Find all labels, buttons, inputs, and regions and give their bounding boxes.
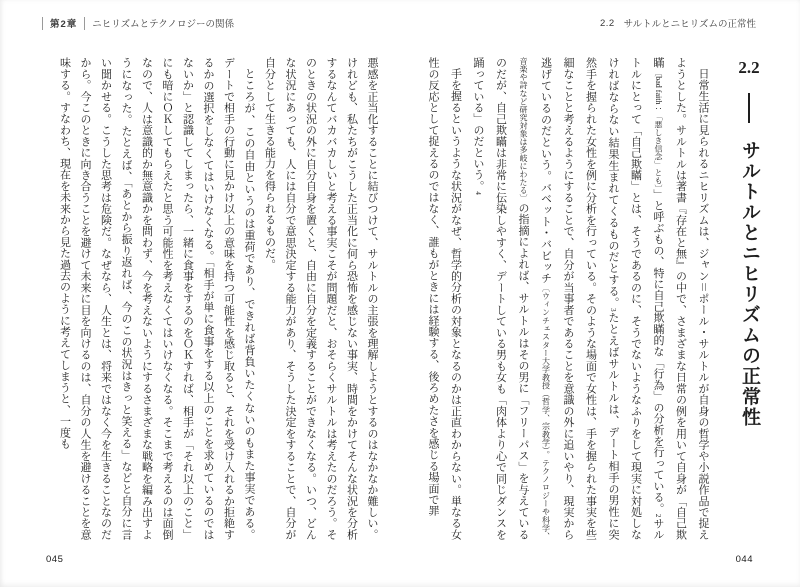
running-head-right bbox=[600, 16, 756, 30]
section-number: 2.2 bbox=[599, 17, 615, 29]
paragraph bbox=[54, 57, 259, 540]
body-text: ところが、この自由というのは重荷であり、できれば背負いたくないのもまた事実である。デートで相手の行動に見かけ以上の意味を持つ可能性を感じ取ると、それを受け入れるか拒絶するかの選択をしなくてはいけなくなる。「相手が単に食事をする以上のことを求めているのではないか」と認識してしまったら、一緒に食事をするのをＯＫすれば、相手が「それ以上のこと」にも暗にＯＫしてもらえたと思う可能性を考えなくてはいけなくなる。そこまで考えるのは面倒なので、人は意識的か無意識かを問わず、今を考えないようにするさまざまな戦略を編み出すようになった。たとえば、「あとから振り返れば、今のこの状況はきっと笑える」などと自分に言い聞かせる。こうした思考は危険だ。なぜなら、人生とは、将来ではなく今を生きることなのだから。今このときに向き合うことを避けて未来に目を向けるのは、自分の人生を避けることを意味する。すなわち、現在を未来から見た過去のように考えてしまうと、一度も bbox=[58, 57, 255, 540]
section-heading-dash bbox=[748, 93, 750, 123]
body-text: サルトルにとって「自己欺瞞」とは、そうであるのに、そうでないようなふりをして現実に対処しなければならない結果生まれてくるものだとする。 bbox=[607, 57, 664, 540]
inline-note: 〔bad faith：「悪しき信念」とも〕 bbox=[654, 68, 663, 189]
chapter-label: 第2章 bbox=[50, 19, 78, 30]
footnote-ref: 4 bbox=[474, 191, 482, 196]
left-page-text bbox=[44, 57, 382, 540]
page-right bbox=[400, 0, 800, 587]
body-text: 」と呼ぶもの、特に自己欺瞞的な「行為」の分析を行っている。 bbox=[652, 188, 664, 514]
body-text: の指摘によれば、サルトルはその男に「フリーパス」を与えているのだが、自己欺瞞は非常に伝染しやすく、デートしている男も女も「肉体より心で同じダンスを踊っている」のだという。 bbox=[472, 57, 529, 540]
section-title-header: サルトルとニヒリズムの正常性 bbox=[623, 19, 756, 30]
footnote-ref: 2 bbox=[654, 513, 662, 518]
header-rule bbox=[42, 17, 43, 30]
footnote-ref: 3 bbox=[609, 308, 617, 312]
page-number-left: 045 bbox=[46, 554, 64, 565]
body-text: 悪感を正当化することに結びつけて、サルトルの主張を理解しようとするのはなかなか難しい。けれども、私たちがこうした正当化に何ら恐怖を感じない事実、時間をかけてそんな状況を分析するなんてバカバカしいと考える事実こそが問題だと、おそらくサルトルは考えたのだろう。そのときの状況の外に自分自身を置くと、自由に自分を定義することができなくなる。いつ、どんな状況にあっても、人には自分で意思決定する能力があり、そうした決定をすることで、自分が自分として生きる能力を得られるものだ。 bbox=[263, 57, 378, 540]
body-text: 日常生活に見られるニヒリズムは、ジャン＝ポール・サルトルが自身の哲学や小説作品で捉えようとした。サルトルは著書『存在と無』の中で、さまざまな日常の例を用いて自身が「自己欺瞞 bbox=[652, 57, 709, 540]
section-heading-title: サルトルとニヒリズムの正常性 bbox=[739, 140, 760, 428]
chapter-title: ニヒリズムとテクノロジーの関係 bbox=[92, 19, 235, 30]
page-number-right: 044 bbox=[735, 554, 753, 565]
body-text: 手を握るというような状況がなぜ、哲学的分析の対象となるのかは正直わからない。単なる女性の反応として捉えるのではなく、誰もがときには経験する、後ろめたさを感じる場面で罪 bbox=[427, 57, 462, 540]
paragraph bbox=[422, 57, 467, 540]
header-rule bbox=[84, 17, 85, 30]
section-heading-number: 2.2 bbox=[738, 58, 760, 77]
section-heading bbox=[730, 57, 768, 540]
paragraph bbox=[467, 57, 715, 540]
body-text: たとえばサルトルは、デート相手の男性に突然手を握られた女性を例に分析を行っている。そのような場面で女性は、手を握られた事実を些細なことと考えるようにすることで、自分が当事者であることを意識の外に追いやり、現実から逃げているのだという。バベット・バビッチ bbox=[539, 57, 619, 540]
paragraph bbox=[259, 57, 382, 540]
inline-note: 〔ウィンチェスター大学教授（哲学、宗教学）。テクノロジーや科学、音楽や詩など研究対象は多岐にわたる〕 bbox=[519, 57, 551, 540]
right-page-text bbox=[416, 57, 768, 540]
running-head-left bbox=[42, 16, 234, 30]
